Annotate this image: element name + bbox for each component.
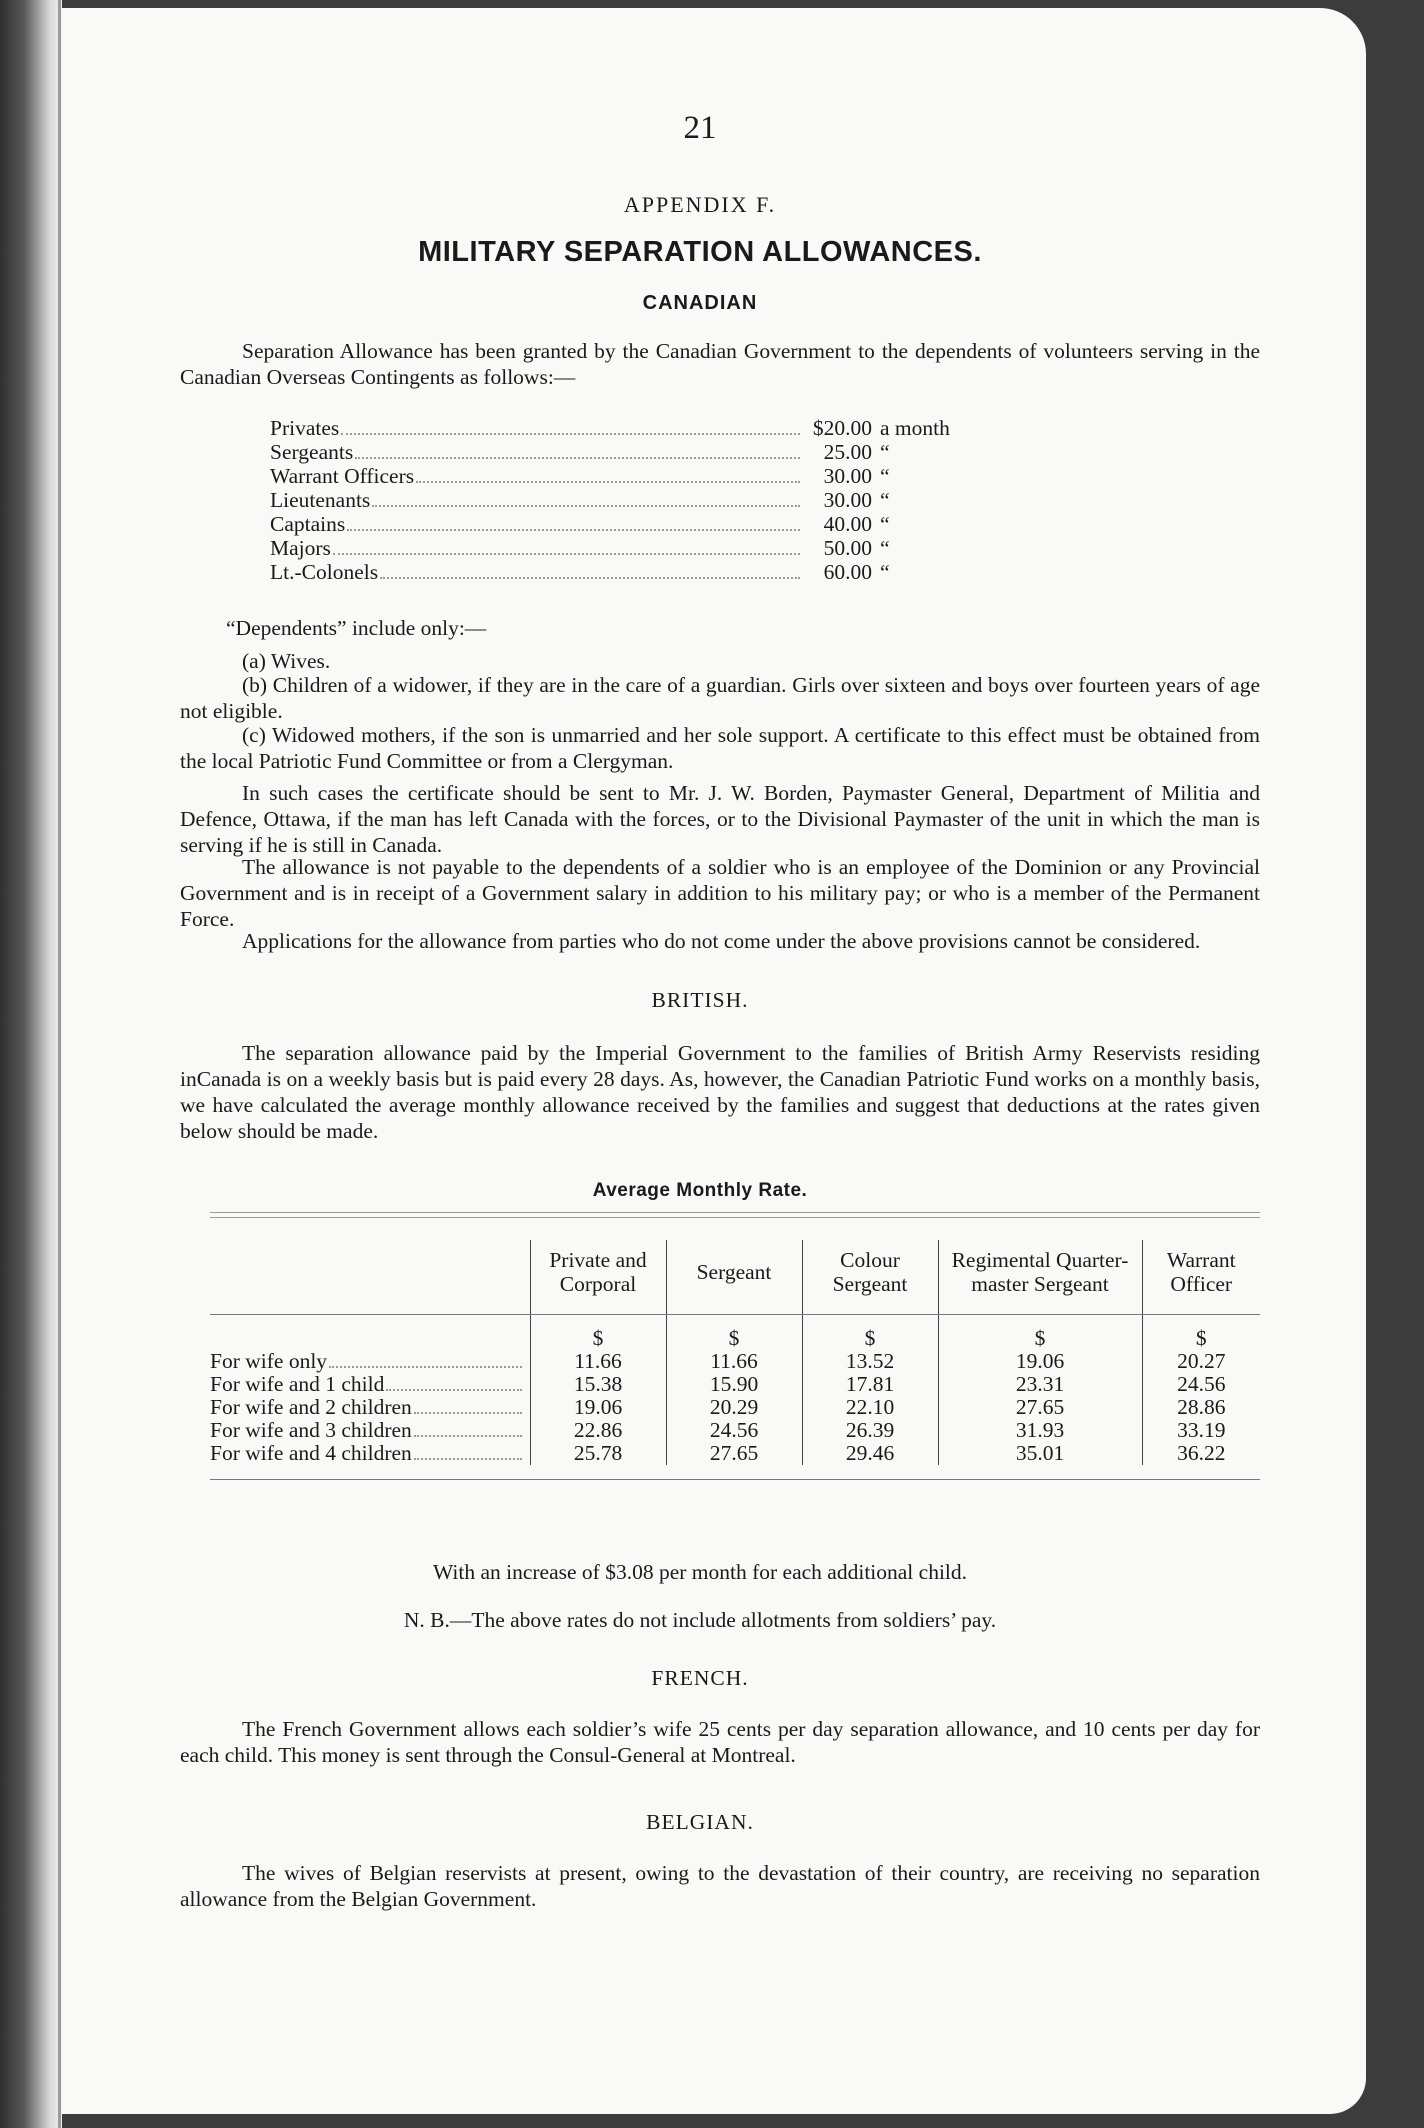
rate-rank: Warrant Officers bbox=[270, 464, 415, 488]
currency-row bbox=[210, 1315, 1260, 1351]
row-label-wrap bbox=[210, 1396, 530, 1419]
rate-row bbox=[270, 512, 1030, 536]
not-payable-paragraph: The allowance is not payable to the dependents of a soldier who is an employee of the Dominion or any Provincial Government and is in receipt of a Government salary in addition to his military pay; or who is a member of the Permanent Force. bbox=[180, 855, 1260, 931]
dot-leader bbox=[386, 1389, 521, 1391]
currency-symbol: $ bbox=[938, 1315, 1142, 1351]
dot-leader bbox=[416, 481, 800, 483]
rate-cell: 22.10 bbox=[802, 1396, 938, 1419]
french-paragraph: The French Government allows each soldier’s wife 25 cents per day separation allowance, and 10 cents per day for each child. This money is sent through the Consul-General at Montreal. bbox=[180, 1717, 1260, 1767]
rate-cell: 23.31 bbox=[938, 1373, 1142, 1396]
currency-symbol: $ bbox=[1142, 1315, 1260, 1351]
nb-note: N. B.—The above rates do not include allotments from soldiers’ pay. bbox=[403, 1608, 997, 1632]
currency-symbol: $ bbox=[802, 1315, 938, 1351]
rate-cell: 25.78 bbox=[530, 1442, 666, 1465]
table-row bbox=[210, 1373, 1260, 1396]
rate-rank: Sergeants bbox=[270, 440, 354, 464]
dot-leader bbox=[414, 1458, 522, 1460]
applications-paragraph: Applications for the allowance from parties who do not come under the above provisions cannot be considered. bbox=[242, 929, 1201, 953]
british-heading: BRITISH. bbox=[651, 988, 749, 1012]
rate-cell: 36.22 bbox=[1142, 1442, 1260, 1465]
row-label-wrap bbox=[210, 1373, 530, 1396]
rate-cell: 24.56 bbox=[666, 1419, 802, 1442]
rate-cell: 24.56 bbox=[1142, 1373, 1260, 1396]
canadian-intro: Separation Allowance has been granted by the Canadian Government to the dependents of volunteers serving in the Canadian Overseas Contingents as follows:— bbox=[180, 339, 1260, 389]
column-header: Regimental Quarter-master Sergeant bbox=[938, 1240, 1142, 1315]
table-row bbox=[210, 1442, 1260, 1465]
currency-symbol: $ bbox=[666, 1315, 802, 1351]
rate-unit: “ bbox=[880, 536, 890, 560]
rate-rank: Privates bbox=[270, 416, 340, 440]
rate-row bbox=[270, 464, 1030, 488]
page-number: 21 bbox=[683, 110, 717, 146]
rate-cell: 22.86 bbox=[530, 1419, 666, 1442]
table-row bbox=[210, 1350, 1260, 1373]
row-label: For wife only bbox=[210, 1349, 328, 1373]
table-top-rule bbox=[210, 1212, 1260, 1218]
page-title: MILITARY SEPARATION ALLOWANCES. bbox=[418, 236, 982, 268]
row-label-cell bbox=[210, 1350, 530, 1373]
column-header: Colour Sergeant bbox=[802, 1240, 938, 1315]
column-header: Sergeant bbox=[666, 1240, 802, 1315]
rate-cell: 26.39 bbox=[802, 1419, 938, 1442]
rate-unit: a month bbox=[880, 416, 950, 440]
column-header: Private and Corporal bbox=[530, 1240, 666, 1315]
dot-leader bbox=[380, 577, 800, 579]
rate-unit: “ bbox=[880, 464, 890, 488]
rate-cell: 29.46 bbox=[802, 1442, 938, 1465]
dependents-label: “Dependents” include only:— bbox=[226, 616, 487, 640]
dot-leader bbox=[329, 1366, 521, 1368]
rate-amount: 60.00 bbox=[823, 560, 872, 584]
rate-rank: Lt.-Colonels bbox=[270, 560, 379, 584]
dot-leader bbox=[341, 433, 800, 435]
rate-row bbox=[270, 560, 1030, 584]
rate-cell: 11.66 bbox=[530, 1350, 666, 1373]
table-row bbox=[210, 1396, 1260, 1419]
row-label-wrap bbox=[210, 1442, 530, 1465]
belgian-heading: BELGIAN. bbox=[646, 1810, 754, 1834]
dot-leader bbox=[414, 1412, 522, 1414]
row-label-cell bbox=[210, 1373, 530, 1396]
canadian-heading: CANADIAN bbox=[642, 292, 758, 314]
table-title: Average Monthly Rate. bbox=[592, 1180, 808, 1201]
row-label-cell bbox=[210, 1419, 530, 1442]
row-label-cell bbox=[210, 1442, 530, 1465]
row-label: For wife and 1 child bbox=[210, 1372, 385, 1396]
rate-rank: Lieutenants bbox=[270, 488, 371, 512]
currency-blank bbox=[210, 1315, 530, 1351]
rate-rank: Majors bbox=[270, 536, 331, 560]
currency-symbol: $ bbox=[530, 1315, 666, 1351]
rate-amount: $20.00 bbox=[812, 416, 872, 440]
rate-amount: 25.00 bbox=[823, 440, 872, 464]
rate-unit: “ bbox=[880, 440, 890, 464]
rate-cell: 20.29 bbox=[666, 1396, 802, 1419]
dependents-item-a: (a) Wives. bbox=[242, 649, 331, 673]
rate-unit: “ bbox=[880, 560, 890, 584]
rate-amount: 50.00 bbox=[823, 536, 872, 560]
row-label: For wife and 3 children bbox=[210, 1418, 412, 1442]
column-header: Warrant Officer bbox=[1142, 1240, 1260, 1315]
dot-leader bbox=[414, 1435, 522, 1437]
rate-cell: 11.66 bbox=[666, 1350, 802, 1373]
rate-cell: 33.19 bbox=[1142, 1419, 1260, 1442]
header-blank bbox=[210, 1240, 530, 1315]
rate-cell: 20.27 bbox=[1142, 1350, 1260, 1373]
rate-row bbox=[270, 488, 1030, 512]
appendix-label: APPENDIX F. bbox=[623, 192, 777, 217]
rate-cell: 27.65 bbox=[666, 1442, 802, 1465]
rate-row bbox=[270, 416, 1030, 440]
rate-cell: 13.52 bbox=[802, 1350, 938, 1373]
rate-amount: 30.00 bbox=[823, 488, 872, 512]
rate-cell: 19.06 bbox=[938, 1350, 1142, 1373]
average-monthly-rate-table bbox=[210, 1212, 1260, 1480]
rate-row bbox=[270, 536, 1030, 560]
british-paragraph: The separation allowance paid by the Imperial Government to the families of British Army Reservists residing inCanada is on a weekly basis but is paid every 28 days. As, however, the Canadian Patriotic Fund works on a monthly basis, we have calculated the average monthly allowance received by the families and suggest that deductions at the rates given below should be made. bbox=[180, 1041, 1260, 1143]
increase-note: With an increase of $3.08 per month for each additional child. bbox=[432, 1560, 968, 1584]
belgian-paragraph: The wives of Belgian reservists at present, owing to the devastation of their country, are receiving no separation allowance from the Belgian Government. bbox=[180, 1861, 1260, 1911]
table-header-row bbox=[210, 1240, 1260, 1315]
dot-leader bbox=[347, 529, 800, 531]
dot-leader bbox=[333, 553, 800, 555]
table-bottom-rule bbox=[210, 1479, 1260, 1480]
rate-row bbox=[270, 440, 1030, 464]
table-row bbox=[210, 1419, 1260, 1442]
rate-cell: 17.81 bbox=[802, 1373, 938, 1396]
rate-unit: “ bbox=[880, 488, 890, 512]
spine-edge bbox=[58, 0, 61, 2128]
rate-cell: 19.06 bbox=[530, 1396, 666, 1419]
row-label-wrap bbox=[210, 1350, 530, 1373]
french-heading: FRENCH. bbox=[651, 1666, 749, 1690]
dot-leader bbox=[372, 505, 800, 507]
dot-leader bbox=[355, 457, 800, 459]
row-label-wrap bbox=[210, 1419, 530, 1442]
rate-cell: 35.01 bbox=[938, 1442, 1142, 1465]
rate-rank: Captains bbox=[270, 512, 346, 536]
rate-unit: “ bbox=[880, 512, 890, 536]
rate-cell: 28.86 bbox=[1142, 1396, 1260, 1419]
rate-cell: 31.93 bbox=[938, 1419, 1142, 1442]
canadian-rate-list bbox=[270, 416, 1030, 584]
row-label-cell bbox=[210, 1396, 530, 1419]
rate-amount: 30.00 bbox=[823, 464, 872, 488]
certificate-paragraph: In such cases the certificate should be sent to Mr. J. W. Borden, Paymaster General, Department of Militia and Defence, Ottawa, if the man has left Canada with the forces, or to the Divisional Paymaster of the unit in which the man is serving if he is still in Canada. bbox=[180, 781, 1260, 857]
rate-table bbox=[210, 1240, 1260, 1465]
dependents-item-b: (b) Children of a widower, if they are in the care of a guardian. Girls over sixteen and boys over fourteen years of age not eligible. bbox=[180, 673, 1260, 723]
page-sheet bbox=[62, 8, 1366, 2114]
book-spine bbox=[0, 0, 62, 2128]
rate-amount: 40.00 bbox=[823, 512, 872, 536]
rate-cell: 15.90 bbox=[666, 1373, 802, 1396]
row-label: For wife and 2 children bbox=[210, 1395, 412, 1419]
rate-cell: 27.65 bbox=[938, 1396, 1142, 1419]
rate-cell: 15.38 bbox=[530, 1373, 666, 1396]
dependents-item-c: (c) Widowed mothers, if the son is unmarried and her sole support. A certificate to this effect must be obtained from the local Patriotic Fund Committee or from a Clergyman. bbox=[180, 723, 1260, 773]
row-label: For wife and 4 children bbox=[210, 1441, 412, 1465]
